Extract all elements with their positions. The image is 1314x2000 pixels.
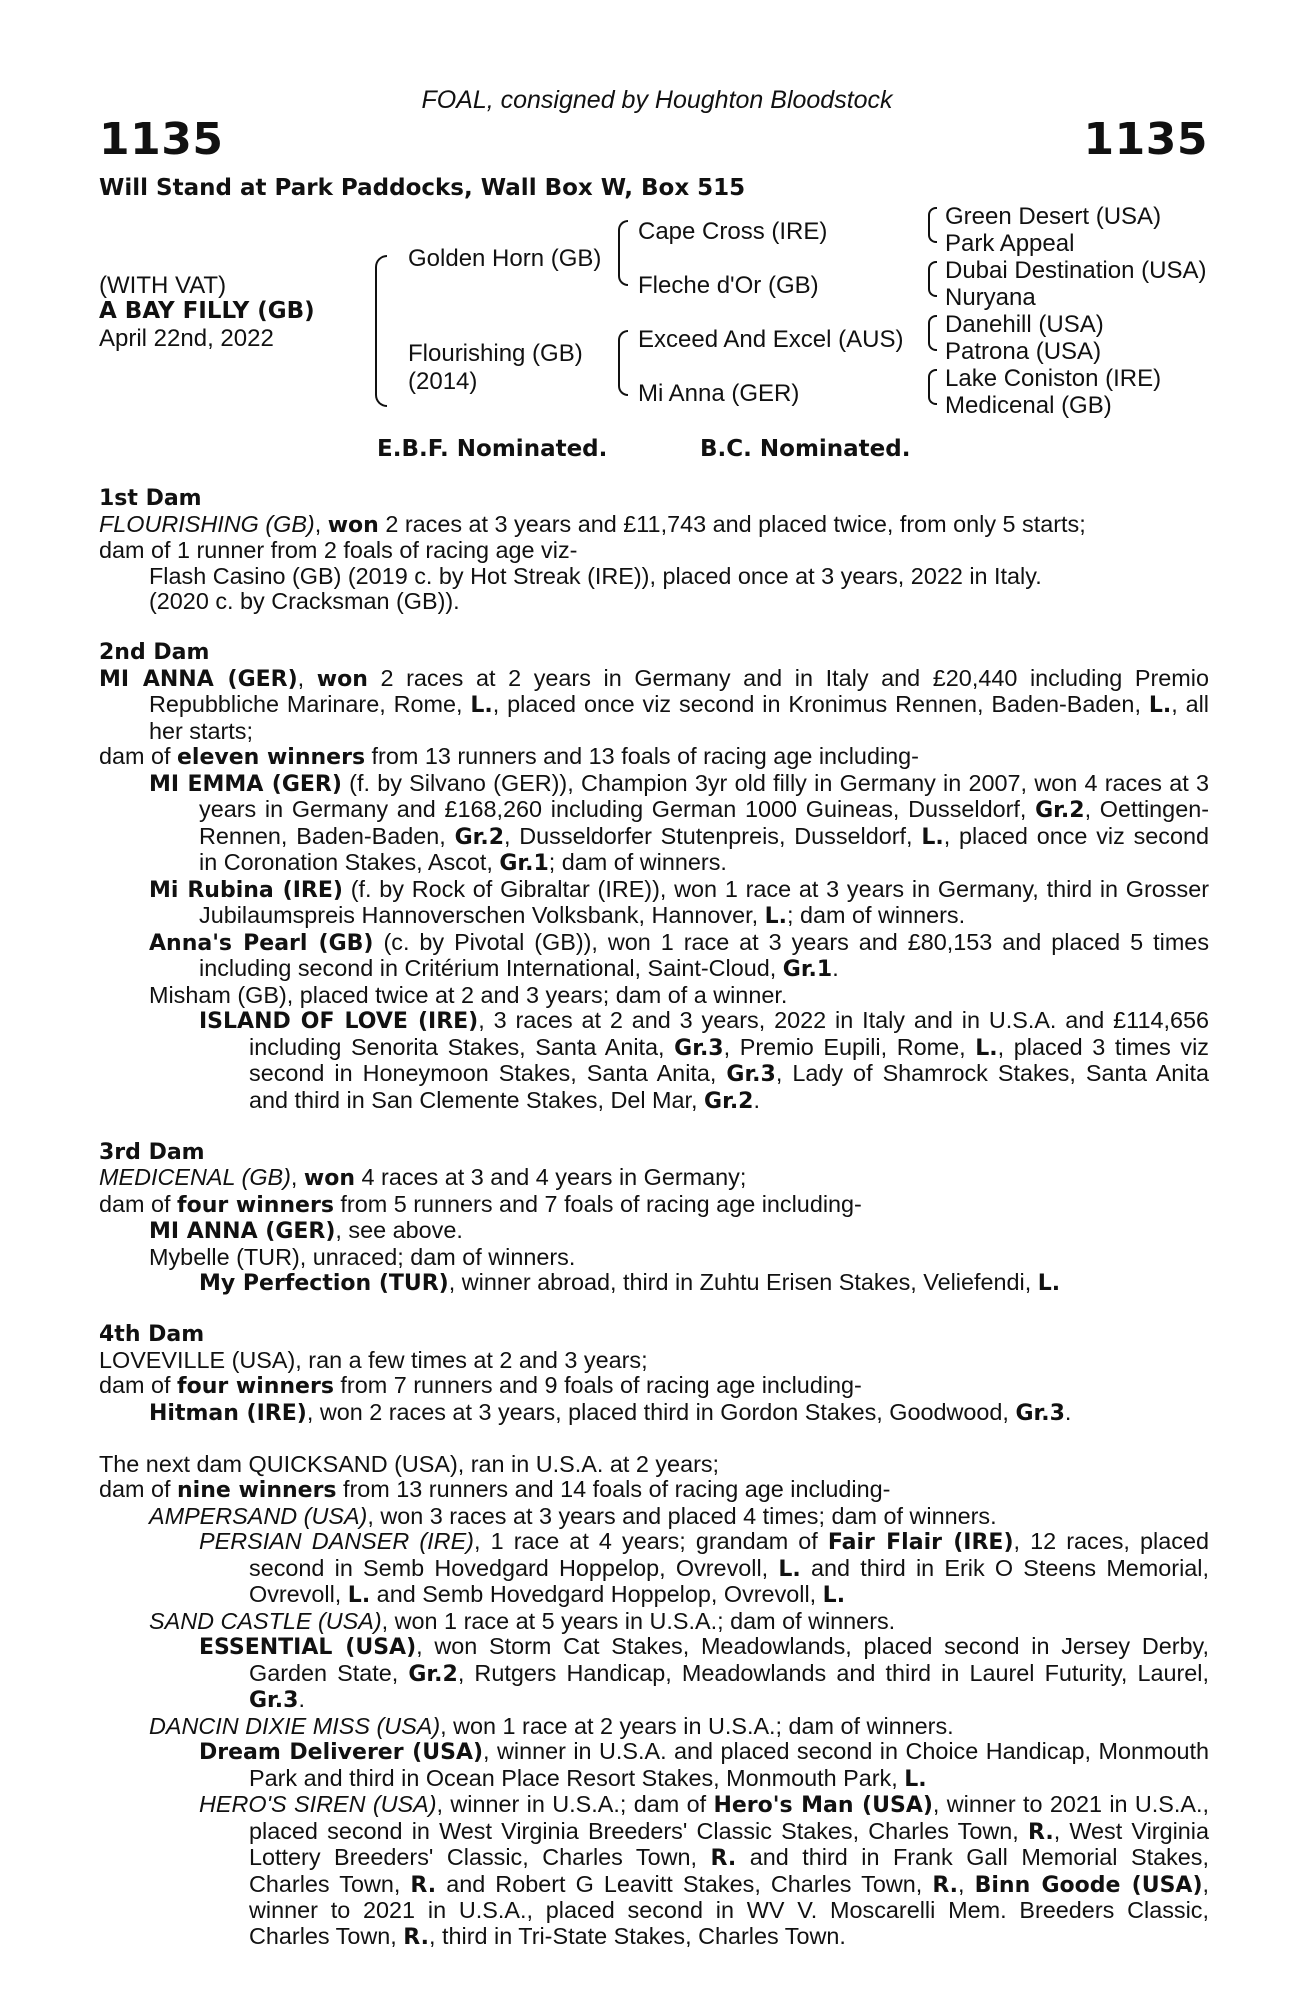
dam-dam: Mi Anna (GER) [638,380,800,407]
pedigree-brace [928,225,937,243]
produce-entry: (2020 c. by Cracksman (GB)). [149,588,460,614]
sire-sire: Cape Cross (IRE) [638,218,828,245]
stand-location: Will Stand at Park Paddocks, Wall Box W, Box 515 [99,175,746,201]
produce-entry: Mi Rubina (IRE) (f. by Rock of Gibraltar (IRE)), won 1 race at 3 years in Germany, third in Grosser Jubilaumspreis Hannoverschen Volksbank, Hannover, L.; dam of winners. [149,875,1209,929]
pedigree-brace [928,369,937,389]
pedigree-brace [928,261,937,281]
produce-entry: DANCIN DIXIE MISS (USA), won 1 race at 2 years in U.S.A.; dam of winners. [149,1712,954,1739]
produce-entry: Mybelle (TUR), unraced; dam of winners. [149,1243,576,1270]
dam-record: FLOURISHING (GB), won 2 races at 3 years and £11,743 and placed twice, from only 5 starts; [99,510,1086,538]
produce-entry: ESSENTIAL (USA), won Storm Cat Stakes, Meadowlands, placed second in Jersey Derby, Garden State, Gr.2, Rutgers Handicap, Meadowlands and third in Laurel Futurity, Laurel, Gr.3. [199,1633,1209,1713]
pedigree-brace [928,315,937,335]
produce-entry: SAND CASTLE (USA), won 1 race at 5 years in U.S.A.; dam of winners. [149,1607,896,1634]
lot-number-left: 1135 [99,114,224,165]
produce-summary: dam of four winners from 5 runners and 7 foals of racing age including- [99,1190,862,1218]
produce-entry: MI ANNA (GER), see above. [149,1217,463,1244]
produce-entry: Misham (GB), placed twice at 2 and 3 years; dam of a winner. [149,981,788,1008]
foaling-date: April 22nd, 2022 [99,325,274,352]
produce-summary: dam of eleven winners from 13 runners and 13 foals of racing age including- [99,743,919,770]
horse-name: A BAY FILLY (GB) [99,298,315,324]
dam-record: LOVEVILLE (USA), ran a few times at 2 and 3 years; [99,1346,648,1373]
pedigree-brace [375,335,387,407]
ebf-nomination: E.B.F. Nominated. [377,436,608,462]
produce-entry: PERSIAN DANSER (IRE), 1 race at 4 years; grandam of Fair Flair (IRE), 12 races, placed second in Semb Hovedgard Hoppelop, Ovrevoll, L. and third in Erik O Steens Memorial, Ovrevoll, L. and Semb Hovedgard Hoppelop, Ovrevoll, L. [199,1528,1209,1608]
pedigree-brace [618,330,628,366]
dam-record: MI ANNA (GER), won 2 races at 2 years in Germany and in Italy and £20,440 including Premio Repubbliche Marinare, Rome, L., placed once viz second in Kronimus Rennen, Baden-Baden, L., all her starts; [99,664,1209,744]
section-heading: 3rd Dam [99,1139,205,1165]
dam-year: (2014) [408,368,478,395]
dam-sire: Exceed And Excel (AUS) [638,326,904,353]
dam: Flourishing (GB) [408,340,583,367]
produce-entry: Flash Casino (GB) (2019 c. by Hot Streak (IRE)), placed once at 3 years, 2022 in Italy. [149,562,1042,589]
bc-nomination: B.C. Nominated. [700,436,911,462]
section-heading: 4th Dam [99,1322,205,1347]
produce-entry: MI EMMA (GER) (f. by Silvano (GER)), Champion 3yr old filly in Germany in 2007, won 4 races at 3 years in Germany and £168,260 including German 1000 Guineas, Dusseldorf, Gr.2, Oettingen-Rennen, Baden-Baden, Gr.2, Dusseldorfer Stutenpreis, Dusseldorf, L., placed once viz second in Coronation Stakes, Ascot, Gr.1; dam of winners. [149,769,1210,876]
produce-entry: HERO'S SIREN (USA), winner in U.S.A.; dam of Hero's Man (USA), winner to 2021 in U.S.A., placed second in West Virginia Breeders' Classic Stakes, Charles Town, R., West Virginia Lottery Breeders' Classic, Charles Town, R. and third in Frank Gall Memorial Stakes, Charles Town, R. and Robert G Leavitt Stakes, Charles Town, R., Binn Goode (USA), winner to 2021 in U.S.A., placed second in WV V. Moscarelli Mem. Breeders Classic, Charles Town, R., third in Tri-State Stakes, Charles Town. [199,1791,1210,1950]
produce-entry: Hitman (IRE), won 2 races at 3 years, placed third in Gordon Stakes, Goodwood, Gr.3. [149,1398,1072,1426]
produce-entry: Dream Deliverer (USA), winner in U.S.A. and placed second in Choice Handicap, Monmouth Park and third in Ocean Place Resort Stakes, Monmouth Park, L. [199,1738,1209,1792]
dam-record: The next dam QUICKSAND (USA), ran in U.S.A. at 2 years; [99,1450,720,1477]
sire-dam: Fleche d'Or (GB) [638,272,819,299]
section-heading: 1st Dam [99,486,202,511]
produce-entry: ISLAND OF LOVE (IRE), 3 races at 2 and 3 years, 2022 in Italy and in U.S.A. and £114,656 including Senorita Stakes, Santa Anita, Gr.3, Premio Eupili, Rome, L., placed 3 times viz second in Honeymoon Stakes, Santa Anita, Gr.3, Lady of Shamrock Stakes, Santa Anita and third in San Clemente Stakes, Del Mar, Gr.2. [199,1007,1210,1114]
consignor-line: FOAL, consigned by Houghton Bloodstock [421,86,893,114]
catalogue-body [99,486,1209,1950]
produce-summary: dam of 1 runner from 2 foals of racing age viz- [99,537,578,563]
produce-summary: dam of four winners from 7 runners and 9 foals of racing age including- [99,1372,862,1399]
ancestor-7: Lake Coniston (IRE) [945,365,1162,392]
pedigree-brace [618,254,628,286]
lot-number-right: 1135 [1083,114,1208,165]
ancestor-6: Patrona (USA) [945,338,1102,365]
dam-record: MEDICENAL (GB), won 4 races at 3 and 4 years in Germany; [99,1164,747,1191]
produce-entry: AMPERSAND (USA), won 3 races at 3 years and placed 4 times; dam of winners. [149,1502,997,1529]
sire: Golden Horn (GB) [408,245,602,272]
produce-entry: My Perfection (TUR), winner abroad, third in Zuhtu Erisen Stakes, Veliefendi, L. [199,1269,1061,1296]
produce-entry: Anna's Pearl (GB) (c. by Pivotal (GB)), won 1 race at 3 years and £80,153 and placed 5 times including second in Critérium International, Saint-Cloud, Gr.1. [149,928,1210,982]
ancestor-4: Nuryana [945,284,1036,311]
ancestor-2: Park Appeal [945,230,1075,257]
vat-note: (WITH VAT) [99,272,227,299]
ancestor-3: Dubai Destination (USA) [945,257,1207,284]
ancestor-1: Green Desert (USA) [945,203,1162,230]
section-heading: 2nd Dam [99,640,210,665]
produce-summary: dam of nine winners from 13 runners and 14 foals of racing age including- [99,1476,891,1503]
pedigree-brace [618,364,628,396]
pedigree-brace [928,333,937,351]
ancestor-8: Medicenal (GB) [945,392,1112,419]
pedigree-brace [928,279,937,297]
pedigree-brace [375,255,387,337]
pedigree-brace [618,220,628,256]
pedigree-brace [928,207,937,227]
pedigree-brace [928,387,937,405]
ancestor-5: Danehill (USA) [945,311,1104,338]
